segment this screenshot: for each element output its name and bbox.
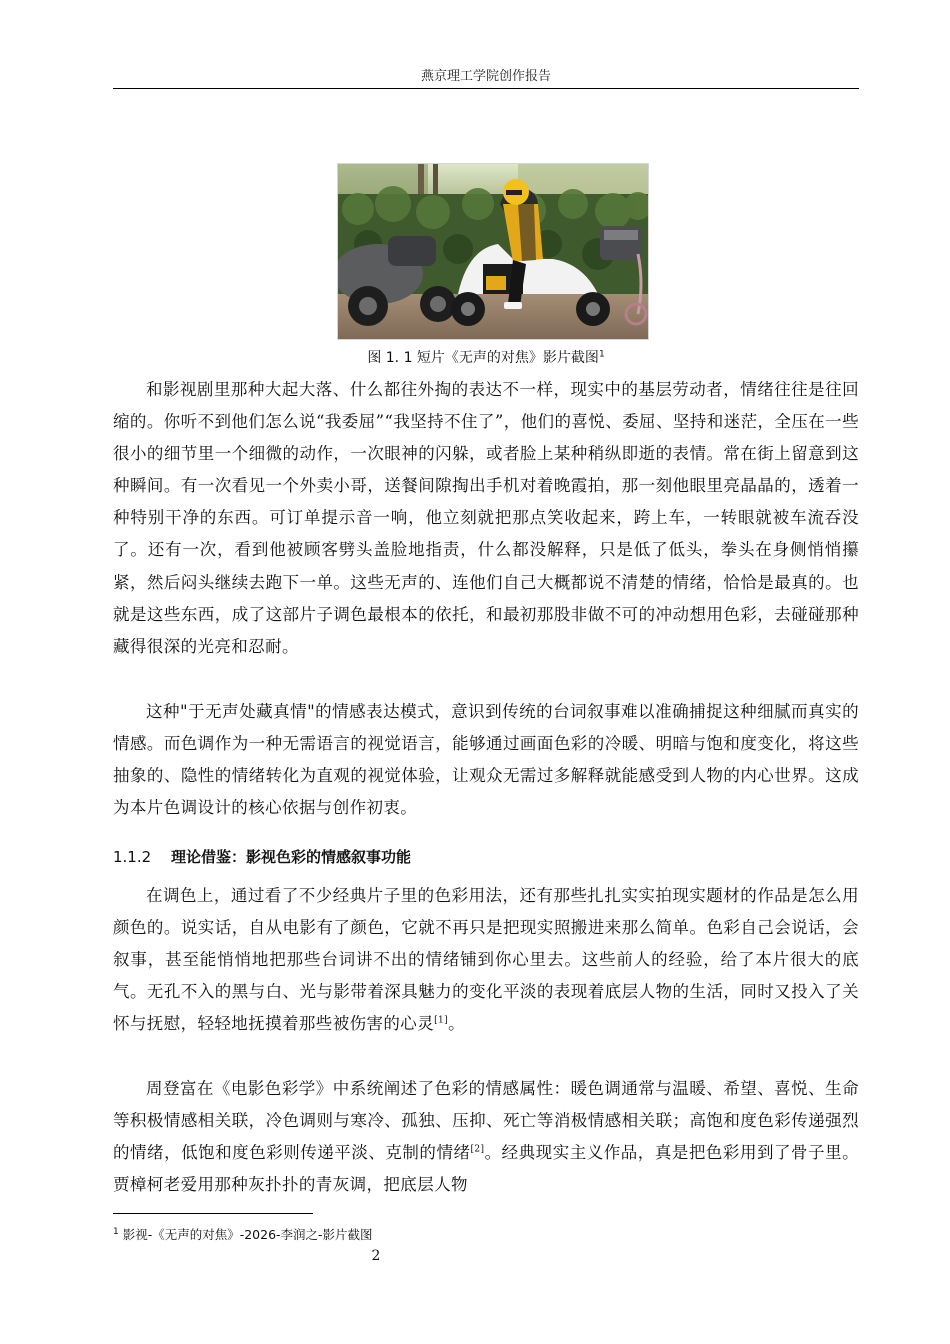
footnote-mark: 1: [113, 1226, 119, 1237]
header-rule: [113, 88, 859, 89]
paragraph-3-text: 在调色上，通过看了不少经典片子里的色彩用法，还有那些扎扎实实拍现实题材的作品是怎么用颜色的。说实话，自从电影有了颜色，它就不再只是把现实照搬进来那么简单。色彩自己会说话，会叙事，甚至能悄悄地把那些台词讲不出的情绪铺到你心里去。这些前人的经验，给了本片很大的底气。无孔不入的黑与白、光与影带着深具魅力的变化平淡的表现着底层人物的生活，同时又投入了关怀与抚慰，轻轻地抚摸着那些被伤害的心灵: [113, 886, 859, 1034]
footnote-text: 影视-《无声的对焦》-2026-李润之-影片截图: [118, 1227, 373, 1242]
photo-scooter-courier-icon: [338, 164, 648, 339]
citation-reference-1[interactable]: [1]: [434, 1015, 449, 1026]
paragraph-4-tail: 。经典现实主义作品，真是把色彩用到了骨子里。贾樟柯老爱用那种灰扑扑的青灰调，把底层人物: [113, 1143, 859, 1195]
body-paragraph-4: [113, 1073, 859, 1201]
body-paragraph-1: 和影视剧里那种大起大落、什么都往外掏的表达不一样，现实中的基层劳动者，情绪往往是往回缩的。你听不到他们怎么说“我委屈”“我坚持不住了”，他们的喜悦、委屈、坚持和迷茫，全压在一些很小的细节里一个细微的动作，一次眼神的闪躲，或者脸上某种稍纵即逝的表情。常在街上留意到这种瞬间。有一次看见一个外卖小哥，送餐间隙掏出手机对着晚霞拍，那一刻他眼里亮晶晶的，透着一种特别干净的东西。可订单提示音一响，他立刻就把那点笑收起来，跨上车，一转眼就被车流吞没了。还有一次，看到他被顾客劈头盖脸地指责，什么都没解释，只是低了低头，拳头在身侧悄悄攥紧，然后闷头继续去跑下一单。这些无声的、连他们自己大概都说不清楚的情绪，恰恰是最真的。也就是这些东西，成了这部片子调色最根本的依托，和最初那股非做不可的冲动想用色彩，去碰碰那种藏得很深的光亮和忍耐。: [113, 380, 859, 656]
figure-caption-text: 图 1. 1 短片《无声的对焦》影片截图: [367, 350, 599, 366]
section-number: 1.1.2: [113, 848, 152, 866]
paragraph-4-text: 周登富在《电影色彩学》中系统阐述了色彩的情感属性：暖色调通常与温暖、希望、喜悦、生命等积极情感相关联，冷色调则与寒冷、孤独、压抑、死亡等消极情感相关联；高饱和度色彩传递强烈的情绪，低饱和度色彩则传递平淡、克制的情绪: [113, 1079, 859, 1163]
figure-photo: [337, 163, 649, 340]
body-paragraph-2: 这种"于无声处藏真情"的情感表达模式，意识到传统的台词叙事难以准确捕捉这种细腻而真实的情感。而色调作为一种无需语言的视觉语言，能够通过画面色彩的冷暖、明暗与饱和度变化，将这些抽象的、隐性的情绪转化为直观的视觉体验，让观众无需过多解释就能感受到人物的内心世界。这成为本片色调设计的核心依据与创作初衷。: [113, 702, 859, 818]
paragraph-3-tail: 。: [448, 1014, 465, 1034]
page-number: 2: [371, 1248, 381, 1264]
citation-reference-2[interactable]: [2]: [470, 1144, 485, 1155]
section-heading: [113, 840, 859, 874]
page-header: 燕京理工学院创作报告: [420, 69, 551, 84]
footnote-reference[interactable]: 1: [598, 349, 605, 360]
footnote-rule: [113, 1213, 313, 1214]
body-paragraph-3: [113, 880, 859, 1040]
footnote: [113, 1226, 859, 1244]
section-title: 理论借鉴：影视色彩的情感叙事功能: [171, 848, 412, 866]
figure-caption: [113, 346, 859, 370]
